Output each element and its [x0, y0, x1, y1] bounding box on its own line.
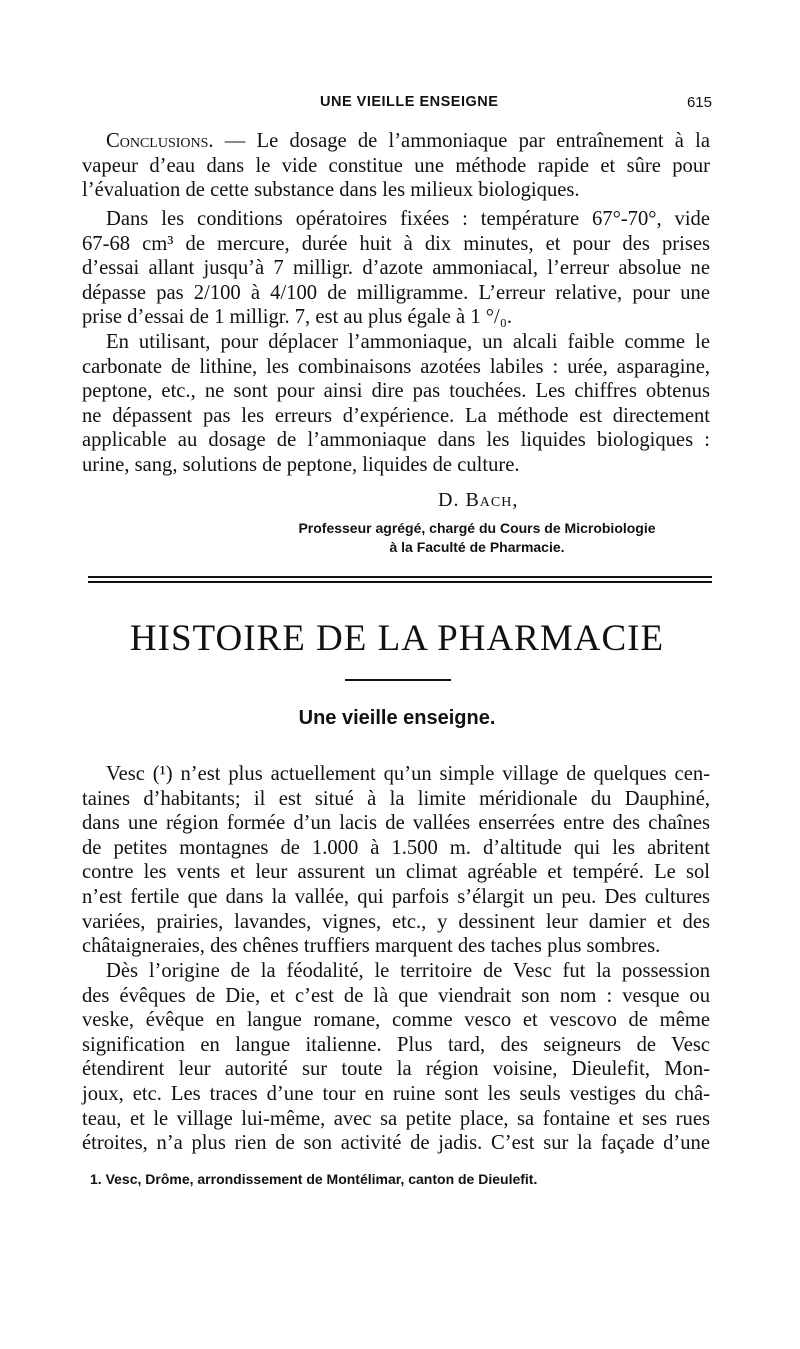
- section-divider: [88, 576, 712, 583]
- text-line: Dès l’origine de la féodalité, le territoire de Vesc fut la possession: [106, 960, 710, 982]
- text-line: Vesc (¹) n’est plus actuellement qu’un simple village de quelques cen-: [106, 763, 710, 785]
- text-line: ne dépassent pas les erreurs d’expérience. La méthode est directement: [82, 404, 710, 427]
- text-line: variées, prairies, lavandes, vignes, etc., y dessinent leur damier et des: [82, 910, 710, 933]
- text-line: étendirent leur autorité sur toute la région voisine, Dieulefit, Mon-: [82, 1058, 710, 1081]
- footnote: 1. Vesc, Drôme, arrondissement de Montélimar, canton de Dieulefit.: [90, 1171, 538, 1187]
- text-line: n’est fertile que dans la vallée, qui parfois s’élargit un peu. Des cultures: [82, 885, 710, 908]
- affiliation-line: Professeur agrégé, chargé du Cours de Microbiologie: [298, 520, 656, 536]
- text-line: taines d’habitants; il est situé à la limite méridionale du Dauphiné,: [82, 787, 710, 810]
- text-line: En utilisant, pour déplacer l’ammoniaque, un alcali faible comme le: [106, 331, 710, 353]
- section-title: HISTOIRE DE LA PHARMACIE: [129, 618, 665, 659]
- text-line: applicable au dosage de l’ammoniaque dans les liquides biologiques :: [82, 429, 710, 452]
- body-paragraph-1: [82, 762, 710, 959]
- text-line: Conclusions. — Le dosage de l’ammoniaque par entraînement à la: [106, 130, 710, 152]
- conclusions-paragraph-1: [82, 129, 710, 203]
- conclusions-paragraph-3: [82, 330, 710, 478]
- conclusions-paragraph-2: [82, 207, 710, 330]
- text-line: dépasse pas 2/100 à 4/100 de milligramme. L’erreur relative, pour une: [82, 281, 710, 304]
- text-line: teau, et le village lui-même, avec sa petite place, sa fontaine et ses rues: [82, 1107, 710, 1130]
- text-line: peptone, etc., ne sont pour ainsi dire pas touchées. Les chiffres obtenus: [82, 380, 710, 403]
- text-line: de petites montagnes de 1.000 à 1.500 m. d’altitude qui les abritent: [82, 836, 710, 859]
- article-title: Une vieille enseigne.: [298, 707, 496, 729]
- page-number: 615: [686, 94, 712, 111]
- text-line: étroites, n’a plus rien de son activité de jadis. C’est sur la façade d’une: [82, 1132, 710, 1155]
- author-affiliation: [262, 519, 692, 557]
- title-underline: [345, 679, 451, 681]
- text-line: des évêques de Die, et c’est de là que viendrait son nom : vesque ou: [82, 984, 710, 1007]
- running-title: UNE VIEILLE ENSEIGNE: [320, 94, 499, 110]
- text-line: veske, évêque en langue romane, comme vesco et vescovo de même: [82, 1009, 710, 1032]
- text-line: prise d’essai de 1 milligr. 7, est au plus égale à 1 °/₀.: [82, 306, 513, 329]
- text-line: contre les vents et leur assurent un climat agréable et tempéré. Le sol: [82, 861, 710, 884]
- text-line: l’évaluation de cette substance dans les milieux biologiques.: [82, 179, 580, 202]
- body-paragraph-2: [82, 959, 710, 1156]
- text-line: 67-68 cm³ de mercure, durée huit à dix minutes, et pour des prises: [82, 232, 710, 255]
- running-head: [82, 94, 712, 120]
- text-line: d’essai allant jusqu’à 7 milligr. d’azote ammoniacal, l’erreur absolue ne: [82, 257, 710, 280]
- text-line: dans une région formée d’un lacis de vallées enserrées entre des chaînes: [82, 812, 710, 835]
- text-line: vapeur d’eau dans le vide constitue une méthode rapide et sûre pour: [82, 154, 710, 177]
- text-line: urine, sang, solutions de peptone, liquides de culture.: [82, 453, 520, 476]
- conclusions-lead: Conclusions.: [106, 130, 214, 152]
- text-line: carbonate de lithine, les combinaisons azotées labiles : urée, asparagine,: [82, 355, 710, 378]
- text-line: Dans les conditions opératoires fixées : température 67°-70°, vide: [106, 208, 710, 230]
- text-line: châtaigneraies, des chênes truffiers marquent des taches plus sombres.: [82, 935, 661, 958]
- affiliation-line: à la Faculté de Pharmacie.: [389, 539, 565, 555]
- text-line: signification en langue italienne. Plus tard, des seigneurs de Vesc: [82, 1033, 710, 1056]
- text-line: joux, etc. Les traces d’une tour en ruine sont les seuls vestiges du châ-: [82, 1082, 710, 1105]
- author-signature: D. Bach,: [438, 489, 519, 511]
